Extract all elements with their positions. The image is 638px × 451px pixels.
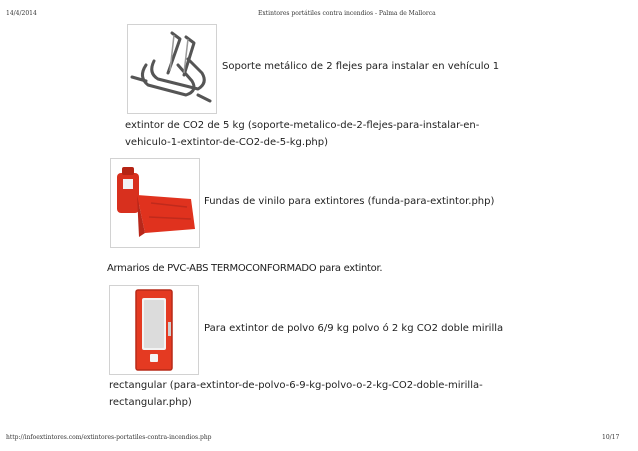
item-cabinet-continuation-1[interactable]: rectangular (para-extintor-de-polvo-6-9-kg-polvo-o-2-kg-CO2-doble-mirilla-: [109, 380, 483, 391]
item-bracket-label[interactable]: Soporte metálico de 2 flejes para instalar en vehículo 1: [222, 61, 500, 72]
bracket-thumbnail[interactable]: [127, 24, 217, 114]
item-bracket-continuation-2[interactable]: vehiculo-1-extintor-de-CO2-de-5-kg.php): [125, 137, 328, 148]
item-vinyl-label[interactable]: Fundas de vinilo para extintores (funda-para-extintor.php): [204, 196, 495, 207]
vinyl-cover-image: [111, 159, 199, 247]
header-date: 14/4/2014: [6, 10, 37, 17]
item-cabinet-continuation-2[interactable]: rectangular.php): [109, 397, 192, 408]
header-title: Extintores portátiles contra incendios - Palma de Mallorca: [258, 10, 436, 17]
section-heading-cabinets: Armarios de PVC-ABS TERMOCONFORMADO para extintor.: [107, 263, 383, 274]
footer-page-number: 10/17: [602, 434, 620, 441]
cabinet-thumbnail[interactable]: [109, 285, 199, 375]
item-cabinet-label[interactable]: Para extintor de polvo 6/9 kg polvo ó 2 kg CO2 doble mirilla: [204, 323, 504, 334]
vinyl-cover-thumbnail[interactable]: [110, 158, 200, 248]
metal-bracket-image: [128, 25, 216, 113]
footer-url: http://infoextintores.com/extintores-portatiles-contra-incendios.php: [6, 434, 212, 441]
item-bracket-continuation-1[interactable]: extintor de CO2 de 5 kg (soporte-metalico-de-2-flejes-para-instalar-en-: [125, 120, 480, 131]
cabinet-image: [110, 286, 198, 374]
